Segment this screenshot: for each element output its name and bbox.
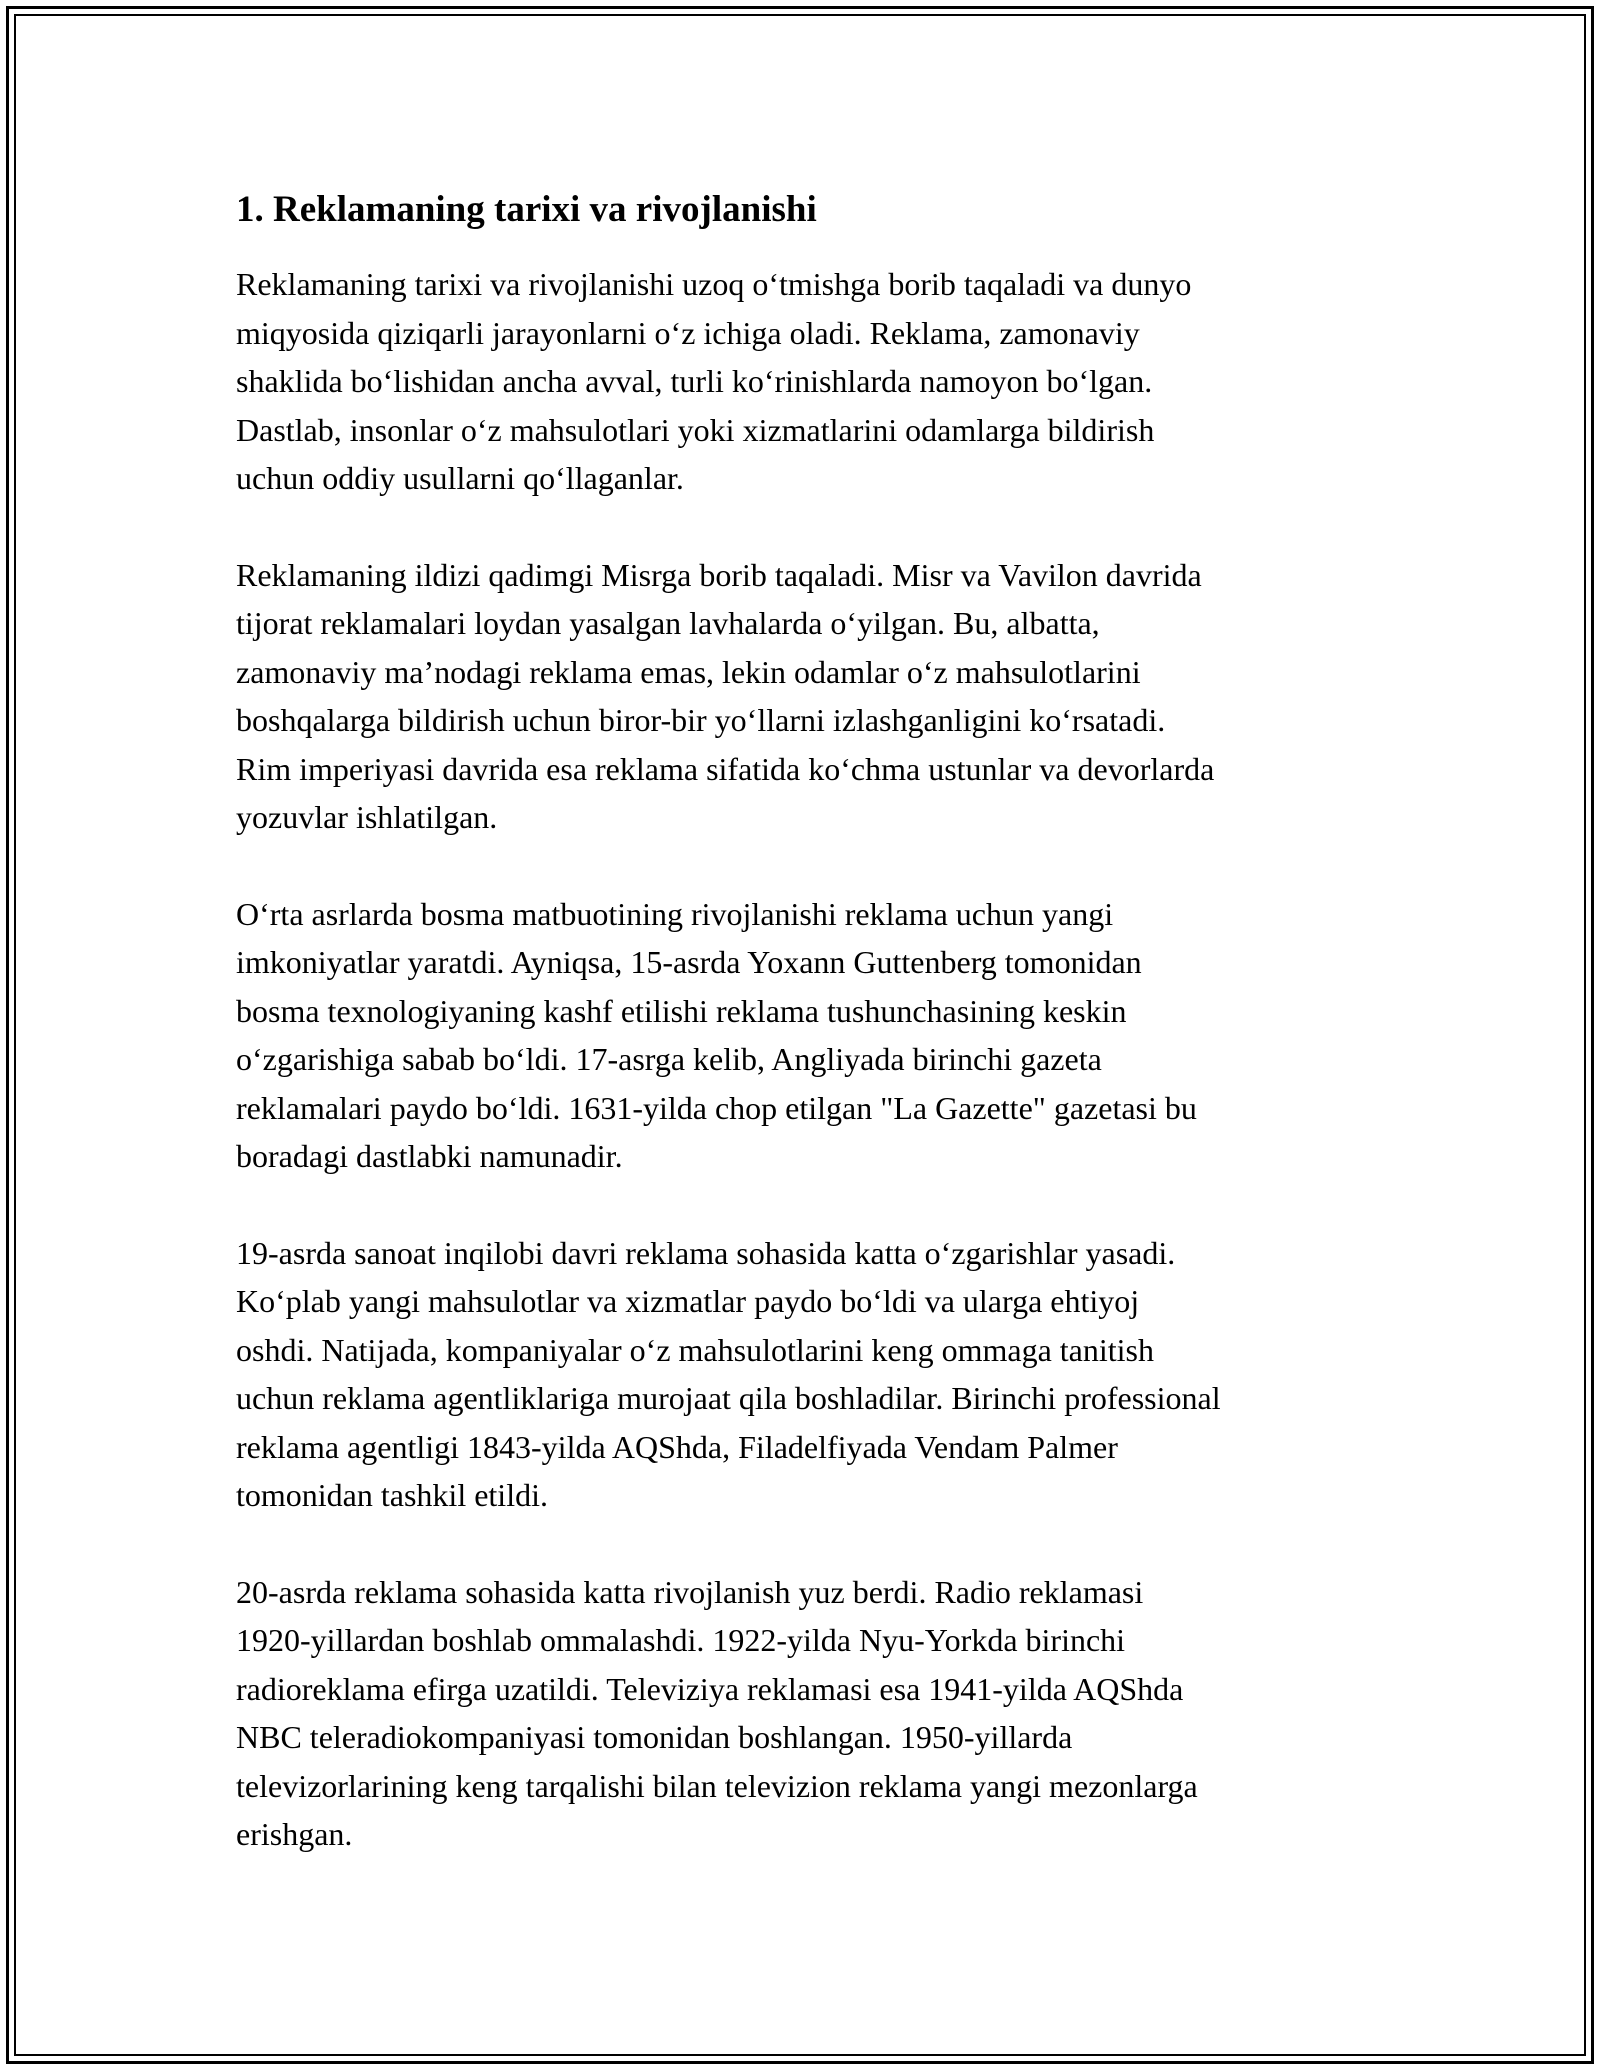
paragraph-line: Reklamaning tarixi va rivojlanishi uzoq oʻtmishga borib taqaladi va dunyo bbox=[236, 266, 1192, 302]
paragraph-line: bosma texnologiyaning kashf etilishi reklama tushunchasining keskin bbox=[236, 992, 1127, 1029]
paragraph-4 bbox=[236, 1229, 1376, 1520]
paragraph-line: 1920-yillardan boshlab ommalashdi. 1922-yilda Nyu-Yorkda birinchi bbox=[236, 1622, 1126, 1658]
section-heading: 1. Reklamaning tarixi va rivojlanishi bbox=[236, 189, 817, 230]
paragraph-line: erishgan. bbox=[236, 1816, 353, 1852]
paragraph-line: 19-asrda sanoat inqilobi davri reklama sohasida katta oʻzgarishlar yasadi. bbox=[236, 1234, 1176, 1271]
document-body bbox=[236, 186, 1376, 1907]
paragraph-line: yozuvlar ishlatilgan. bbox=[236, 799, 498, 835]
paragraph-line: uchun oddiy usullarni qoʻllaganlar. bbox=[236, 460, 684, 496]
paragraph-line: reklamalari paydo boʻldi. 1631-yilda chop etilgan "La Gazette" gazetasi bu bbox=[236, 1089, 1197, 1126]
paragraph-line: televizorlarining keng tarqalishi bilan televizion reklama yangi mezonlarga bbox=[236, 1767, 1198, 1804]
paragraph-5 bbox=[236, 1568, 1376, 1859]
paragraph-line: boshqalarga bildirish uchun biror-bir yoʻllarni izlashganligini koʻrsatadi. bbox=[236, 702, 1166, 738]
paragraph-line: uchun reklama agentliklariga murojaat qila boshladilar. Birinchi professional bbox=[236, 1380, 1221, 1416]
paragraph-line: Oʻrta asrlarda bosma matbuotining rivojlanishi reklama uchun yangi bbox=[236, 895, 1114, 932]
paragraph-line: oʻzgarishiga sabab boʻldi. 17-asrga kelib, Angliyada birinchi gazeta bbox=[236, 1041, 1102, 1077]
paragraph-1 bbox=[236, 260, 1376, 503]
paragraph-line: tomonidan tashkil etildi. bbox=[236, 1477, 548, 1513]
paragraph-line: 20-asrda reklama sohasida katta rivojlanish yuz berdi. Radio reklamasi bbox=[236, 1573, 1144, 1610]
paragraph-line: imkoniyatlar yaratdi. Ayniqsa, 15-asrda Yoxann Guttenberg tomonidan bbox=[236, 944, 1142, 980]
paragraph-line: shaklida boʻlishidan ancha avval, turli koʻrinishlarda namoyon boʻlgan. bbox=[236, 363, 1153, 399]
paragraph-line: Dastlab, insonlar oʻz mahsulotlari yoki xizmatlarini odamlarga bildirish bbox=[236, 411, 1155, 448]
paragraph-line: zamonaviy ma’nodagi reklama emas, lekin odamlar oʻz mahsulotlarini bbox=[236, 653, 1141, 690]
paragraph-line: Rim imperiyasi davrida esa reklama sifatida koʻchma ustunlar va devorlarda bbox=[236, 750, 1215, 787]
paragraph-line: Reklamaning ildizi qadimgi Misrga borib taqaladi. Misr va Vavilon davrida bbox=[236, 556, 1202, 593]
paragraph-3 bbox=[236, 890, 1376, 1181]
paragraph-line: boradagi dastlabki namunadir. bbox=[236, 1138, 623, 1174]
paragraph-line: tijorat reklamalari loydan yasalgan lavhalarda oʻyilgan. Bu, albatta, bbox=[236, 605, 1100, 641]
paragraph-line: NBC teleradiokompaniyasi tomonidan boshlangan. 1950-yillarda bbox=[236, 1719, 1073, 1755]
paragraph-line: Koʻplab yangi mahsulotlar va xizmatlar paydo boʻldi va ularga ehtiyoj bbox=[236, 1283, 1140, 1319]
paragraph-line: miqyosida qiziqarli jarayonlarni oʻz ichiga oladi. Reklama, zamonaviy bbox=[236, 314, 1140, 351]
paragraph-line: oshdi. Natijada, kompaniyalar oʻz mahsulotlarini keng ommaga tanitish bbox=[236, 1331, 1154, 1368]
paragraph-line: reklama agentligi 1843-yilda AQShda, Filadelfiyada Vendam Palmer bbox=[236, 1428, 1118, 1465]
paragraph-2 bbox=[236, 551, 1376, 842]
paragraph-line: radioreklama efirga uzatildi. Televiziya reklamasi esa 1941-yilda AQShda bbox=[236, 1670, 1184, 1707]
